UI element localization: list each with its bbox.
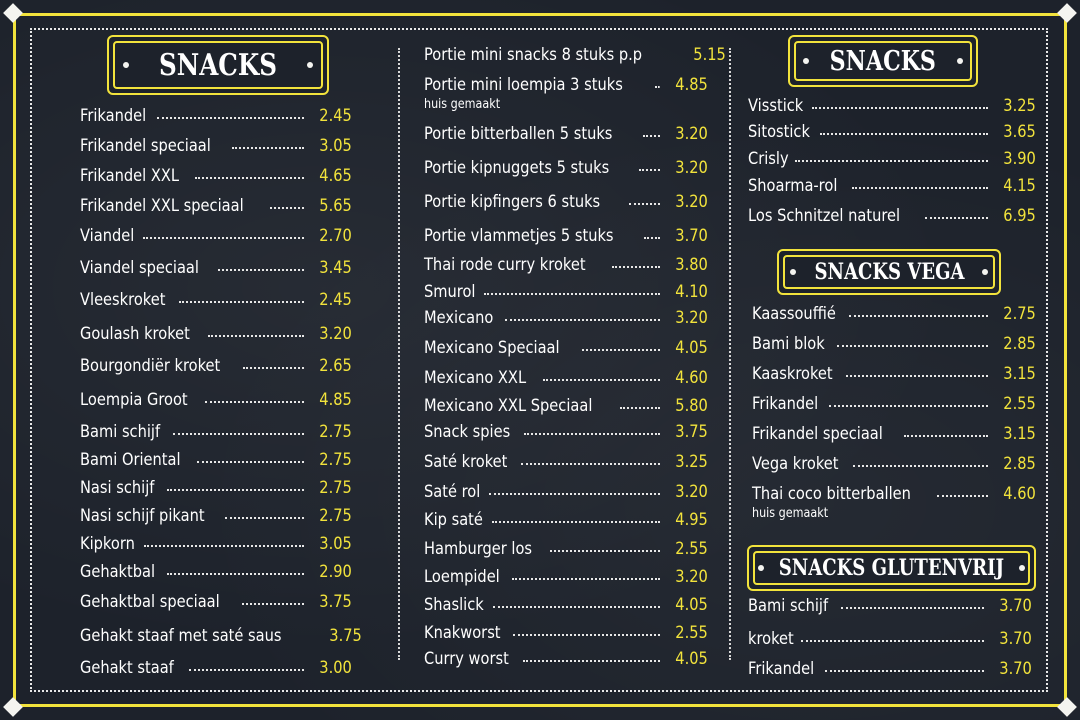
dot-leader — [270, 207, 304, 209]
menu-item-price: 5.15 — [692, 45, 726, 65]
dot-leader — [523, 660, 661, 662]
menu-item-name: Portie kipnuggets 5 stuks — [424, 158, 610, 178]
menu-item-price: 2.90 — [319, 562, 352, 582]
menu-item-price: 3.15 — [1003, 424, 1036, 444]
menu-item-name: Thai rode curry kroket — [424, 255, 586, 275]
menu-item-name: Vleeskroket — [80, 290, 166, 310]
menu-item-row — [80, 108, 352, 125]
menu-item-name: Frikandel — [80, 106, 147, 126]
dot-icon — [758, 565, 764, 571]
menu-item-name: Snack spies — [424, 422, 511, 442]
menu-item-price: 4.05 — [675, 338, 708, 358]
menu-item-price: 3.20 — [675, 158, 708, 178]
dot-leader — [853, 465, 989, 467]
menu-item-row — [424, 160, 708, 177]
dot-leader — [243, 367, 304, 369]
menu-item-row — [748, 151, 1036, 168]
section-banner-vega — [777, 249, 1001, 295]
dot-leader — [492, 521, 660, 523]
menu-item-price: 4.05 — [675, 649, 708, 669]
menu-item-name: Shaslick — [424, 595, 484, 615]
menu-item-row — [80, 138, 352, 155]
menu-item-note: huis gemaakt — [752, 506, 829, 521]
dot-leader — [189, 669, 304, 671]
menu-item-row — [424, 512, 708, 529]
dot-leader — [801, 640, 984, 642]
menu-item-row — [80, 424, 352, 441]
menu-item-price: 2.75 — [1003, 304, 1036, 324]
menu-item-name: Nasi schijf pikant — [80, 506, 205, 526]
menu-item-row — [424, 284, 708, 301]
menu-item-name: Mexicano XXL Speciaal — [424, 396, 593, 416]
menu-item-row — [424, 484, 708, 501]
menu-item-row — [80, 358, 352, 375]
dot-leader — [179, 301, 304, 303]
menu-item-price: 2.55 — [1003, 394, 1036, 414]
menu-item-row — [748, 98, 1036, 115]
dot-leader — [543, 379, 660, 381]
column-divider — [729, 48, 731, 660]
menu-item-name: Vega kroket — [752, 454, 839, 474]
menu-item-price: 5.65 — [319, 196, 352, 216]
menu-item-name: Mexicano Speciaal — [424, 338, 560, 358]
dot-leader — [144, 545, 304, 547]
dot-leader — [513, 634, 660, 636]
menu-item-row — [424, 569, 708, 586]
menu-item-name: Thai coco bitterballen — [752, 484, 911, 504]
dot-leader — [205, 401, 304, 403]
menu-item-row — [424, 424, 708, 441]
menu-item-price: 2.45 — [319, 290, 352, 310]
dot-leader — [655, 86, 660, 88]
dot-leader — [829, 405, 988, 407]
menu-item-price: 3.05 — [319, 534, 352, 554]
menu-item-row — [80, 660, 352, 677]
section-heading: SNACKS — [829, 45, 937, 77]
menu-item-name: Sitostick — [748, 122, 810, 142]
menu-item-row — [80, 198, 352, 215]
menu-item-name: Saté kroket — [424, 452, 508, 472]
menu-item-price: 4.60 — [1003, 484, 1036, 504]
menu-item-name: Saté rol — [424, 482, 481, 502]
dot-leader — [524, 433, 660, 435]
dot-leader — [825, 670, 984, 672]
menu-item-note: huis gemaakt — [424, 97, 501, 112]
menu-item-price: 3.25 — [1003, 96, 1036, 116]
dot-leader — [208, 335, 304, 337]
menu-item-name: Portie mini loempia 3 stuks — [424, 75, 623, 95]
menu-item-name: Loempidel — [424, 567, 500, 587]
menu-item-name: Portie mini snacks 8 stuks p.p — [424, 45, 643, 65]
menu-item-price: 4.60 — [675, 368, 708, 388]
dot-leader — [612, 266, 660, 268]
menu-item-price: 2.85 — [1003, 334, 1036, 354]
menu-item-price: 3.15 — [1003, 364, 1036, 384]
menu-item-row — [80, 168, 352, 185]
menu-item-name: Bourgondiër kroket — [80, 356, 221, 376]
dot-leader — [582, 349, 661, 351]
dot-icon — [957, 58, 963, 64]
menu-item-row — [80, 392, 352, 409]
menu-item-price: 2.55 — [675, 539, 708, 559]
menu-item-row — [748, 124, 1036, 141]
dot-leader — [925, 217, 988, 219]
dot-leader — [820, 133, 988, 135]
menu-item-row — [424, 398, 708, 415]
menu-item-name: kroket — [748, 629, 794, 649]
dot-icon — [982, 269, 988, 275]
menu-item-name: Portie kipfingers 6 stuks — [424, 192, 601, 212]
menu-item-price: 3.90 — [1003, 149, 1036, 169]
menu-item-row — [80, 564, 352, 581]
menu-item-price: 3.20 — [319, 324, 352, 344]
menu-item-row — [80, 326, 352, 343]
menu-item-price: 2.65 — [319, 356, 352, 376]
menu-item-name: Visstick — [748, 96, 804, 116]
menu-item-name: Frikandel — [752, 394, 819, 414]
menu-item-name: Nasi schijf — [80, 478, 155, 498]
menu-item-name: Frikandel — [748, 659, 815, 679]
menu-item-name: Mexicano — [424, 308, 494, 328]
menu-item-price: 6.95 — [1003, 206, 1036, 226]
menu-item-row — [424, 126, 708, 143]
menu-item-name: Shoarma-rol — [748, 176, 838, 196]
menu-item-price: 2.75 — [319, 478, 352, 498]
menu-item-row — [748, 631, 1032, 648]
dot-leader — [512, 578, 660, 580]
menu-item-row — [424, 45, 726, 65]
dot-icon — [1019, 565, 1025, 571]
menu-item-name: Bami Oriental — [80, 450, 181, 470]
dot-leader — [837, 345, 989, 347]
menu-item-row — [80, 594, 352, 611]
menu-item-row — [80, 260, 352, 277]
menu-item-price: 3.20 — [675, 482, 708, 502]
column-divider — [398, 48, 400, 660]
menu-item-row — [424, 310, 708, 327]
menu-item-name: Kip saté — [424, 510, 483, 530]
menu-item-name: Gehaktbal speciaal — [80, 592, 220, 612]
menu-item-name: Smurol — [424, 282, 476, 302]
menu-item-name: Viandel — [80, 226, 135, 246]
menu-item-price: 3.70 — [999, 596, 1032, 616]
menu-item-price: 3.80 — [675, 255, 708, 275]
menu-item-name: Viandel speciaal — [80, 258, 199, 278]
menu-item-price: 3.20 — [675, 308, 708, 328]
menu-item-price: 4.15 — [1003, 176, 1036, 196]
menu-item-name: Frikandel XXL speciaal — [80, 196, 244, 216]
dot-leader — [232, 147, 304, 149]
menu-item-row — [80, 626, 363, 646]
menu-item-price: 3.20 — [675, 567, 708, 587]
dot-leader — [167, 573, 304, 575]
menu-item-row — [80, 480, 352, 497]
dot-leader — [812, 107, 988, 109]
menu-item-price: 2.70 — [319, 226, 352, 246]
menu-item-row — [752, 486, 1036, 503]
menu-item-price: 3.00 — [319, 658, 352, 678]
dot-icon — [803, 58, 809, 64]
dot-leader — [197, 461, 304, 463]
menu-item-price: 3.65 — [1003, 122, 1036, 142]
dot-leader — [143, 237, 304, 239]
dot-leader — [173, 433, 304, 435]
menu-item-name: Gehakt staaf — [80, 658, 174, 678]
menu-item-name: Gehakt staaf met saté saus — [80, 626, 282, 646]
menu-item-price: 3.75 — [319, 592, 352, 612]
menu-item-name: Frikandel XXL — [80, 166, 180, 186]
menu-item-name: Mexicano XXL — [424, 368, 527, 388]
dot-leader — [846, 375, 988, 377]
menu-item-name: Portie bitterballen 5 stuks — [424, 124, 613, 144]
menu-item-price: 3.20 — [675, 192, 708, 212]
menu-item-name: Kaassouffié — [752, 304, 836, 324]
menu-item-price: 4.85 — [675, 75, 708, 95]
menu-item-row — [424, 340, 708, 357]
menu-item-name: Frikandel speciaal — [752, 424, 883, 444]
menu-item-name: Bami schijf — [748, 596, 829, 616]
menu-item-row — [424, 370, 708, 387]
menu-item-row — [424, 454, 708, 471]
menu-item-price: 3.20 — [675, 124, 708, 144]
menu-item-price: 3.70 — [999, 629, 1032, 649]
menu-item-name: Los Schnitzel naturel — [748, 206, 901, 226]
dot-leader — [841, 607, 984, 609]
menu-item-row — [424, 194, 708, 211]
menu-item-price: 3.45 — [319, 258, 352, 278]
section-banner-snacks-right — [788, 35, 978, 87]
menu-item-price: 5.80 — [675, 396, 708, 416]
menu-item-row — [752, 456, 1036, 473]
dot-leader — [849, 315, 988, 317]
menu-item-row — [748, 178, 1036, 195]
dot-leader — [644, 237, 660, 239]
menu-item-row — [424, 651, 708, 668]
menu-item-name: Loempia Groot — [80, 390, 188, 410]
dot-icon — [790, 269, 796, 275]
menu-item-name: Crisly — [748, 149, 789, 169]
dot-leader — [195, 177, 304, 179]
menu-item-row — [424, 597, 708, 614]
menu-item-row — [748, 208, 1036, 225]
dot-leader — [157, 117, 304, 119]
menu-item-name: Hamburger los — [424, 539, 533, 559]
menu-item-row — [752, 396, 1036, 413]
menu-item-name: Kipkorn — [80, 534, 135, 554]
dot-leader — [639, 169, 660, 171]
menu-item-name: Kaaskroket — [752, 364, 833, 384]
dot-leader — [852, 187, 988, 189]
menu-item-name: Bami blok — [752, 334, 825, 354]
dot-leader — [225, 517, 304, 519]
menu-item-price: 3.05 — [319, 136, 352, 156]
section-heading: SNACKS VEGA — [813, 259, 965, 285]
menu-item-name: Curry worst — [424, 649, 509, 669]
menu-item-row — [424, 625, 708, 642]
menu-item-price: 2.75 — [319, 422, 352, 442]
dot-leader — [937, 495, 988, 497]
menu-item-price: 4.10 — [675, 282, 708, 302]
menu-item-name: Bami schijf — [80, 422, 161, 442]
section-heading: SNACKS GLUTENVRIJ — [778, 555, 1005, 581]
menu-item-name: Frikandel speciaal — [80, 136, 211, 156]
menu-item-row — [80, 536, 352, 553]
section-banner-snacks — [107, 35, 329, 95]
dot-leader — [521, 463, 660, 465]
dot-icon — [307, 62, 313, 68]
dot-icon — [123, 62, 129, 68]
menu-item-row — [748, 598, 1032, 615]
menu-item-row — [80, 292, 352, 309]
menu-item-name: Portie vlammetjes 5 stuks — [424, 226, 614, 246]
menu-item-price: 3.70 — [675, 226, 708, 246]
menu-item-price: 3.75 — [675, 422, 708, 442]
dot-leader — [550, 550, 661, 552]
menu-item-row — [424, 541, 708, 558]
menu-item-row — [80, 228, 352, 245]
menu-item-price: 3.25 — [675, 452, 708, 472]
menu-item-name: Goulash kroket — [80, 324, 190, 344]
menu-item-row — [748, 661, 1032, 678]
dot-leader — [629, 203, 660, 205]
menu-item-price: 2.85 — [1003, 454, 1036, 474]
dot-leader — [904, 435, 988, 437]
menu-item-name: Knakworst — [424, 623, 501, 643]
menu-item-price: 2.75 — [319, 450, 352, 470]
menu-item-row — [424, 257, 708, 274]
dot-leader — [484, 293, 660, 295]
dot-leader — [795, 160, 988, 162]
menu-item-row — [752, 336, 1036, 353]
menu-item-price: 4.05 — [675, 595, 708, 615]
menu-item-price: 4.95 — [675, 510, 708, 530]
menu-item-row — [752, 426, 1036, 443]
menu-item-price: 2.75 — [319, 506, 352, 526]
dot-leader — [643, 135, 660, 137]
menu-item-row — [752, 306, 1036, 323]
dot-leader — [493, 606, 660, 608]
menu-item-row — [752, 366, 1036, 383]
section-banner-glutenvrij — [747, 545, 1036, 591]
menu-item-row — [424, 77, 708, 94]
menu-item-price: 4.65 — [319, 166, 352, 186]
menu-item-price: 2.55 — [675, 623, 708, 643]
dot-leader — [167, 489, 305, 491]
menu-item-row — [424, 228, 708, 245]
menu-item-price: 3.70 — [999, 659, 1032, 679]
menu-item-price: 3.75 — [329, 626, 363, 646]
dot-leader — [505, 319, 661, 321]
dot-leader — [620, 407, 660, 409]
menu-item-row — [80, 508, 352, 525]
menu-item-price: 4.85 — [319, 390, 352, 410]
menu-item-name: Gehaktbal — [80, 562, 156, 582]
dot-leader — [489, 493, 660, 495]
menu-item-price: 2.45 — [319, 106, 352, 126]
section-heading: SNACKS — [158, 47, 278, 83]
menu-item-row — [80, 452, 352, 469]
dot-leader — [242, 603, 304, 605]
dot-leader — [218, 269, 304, 271]
